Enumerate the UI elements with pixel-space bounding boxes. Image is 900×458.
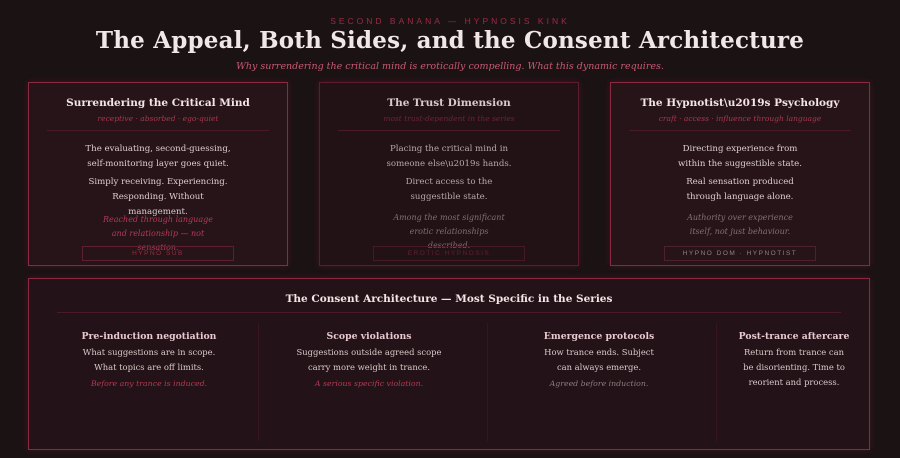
column-body-line: Return from trance can	[744, 347, 844, 357]
card-body	[611, 142, 869, 208]
column-body-line: What suggestions are in scope.	[82, 347, 216, 357]
card-trust	[319, 82, 579, 266]
column-title: Post-trance aftercare	[738, 331, 850, 342]
column-body-line: Suggestions outside agreed scope	[296, 347, 442, 357]
column-divider	[258, 323, 259, 441]
column-divider	[487, 323, 488, 441]
column-note: A serious specific violation.	[314, 379, 424, 388]
card-divider	[338, 130, 560, 131]
card-title: Surrendering the Critical Mind	[66, 97, 250, 109]
column-body	[499, 345, 699, 375]
card-surrendering	[28, 82, 288, 266]
series-kicker: SECOND BANANA — HYPNOSIS KINK	[330, 16, 570, 26]
card-body-text: The evaluating, second-guessing, self-monitoring layer goes quiet.	[85, 144, 231, 169]
card-hypnotist	[610, 82, 870, 266]
column-body-line: How trance ends. Subject	[544, 347, 654, 357]
column-body-line: be disorienting. Time to	[743, 362, 845, 372]
card-body-text: Simply receiving. Experiencing. Responding. Without management.	[88, 177, 228, 217]
hypno-sub-tag[interactable]: HYPNO SUB	[82, 246, 234, 261]
column-divider	[716, 323, 717, 441]
consent-divider	[57, 312, 841, 313]
column-note: Before any trance is induced.	[90, 379, 208, 388]
column-body-line: carry more weight in trance.	[307, 362, 431, 372]
consent-column-negotiation	[49, 323, 249, 441]
consent-column-scope	[269, 323, 469, 441]
consent-column-aftercare	[729, 323, 859, 441]
card-note: Reached through language and relationship — not sensation.	[103, 215, 213, 252]
column-title: Emergence protocols	[543, 331, 655, 342]
card-title: The Hypnotist\u2019s Psychology	[640, 97, 840, 109]
column-body	[269, 345, 469, 375]
page-title: The Appeal, Both Sides, and the Consent Architecture	[95, 27, 805, 54]
column-body-line: reorient and process.	[748, 377, 840, 387]
card-divider	[47, 130, 269, 131]
column-title: Scope violations	[326, 331, 412, 342]
consent-column-emergence	[499, 323, 699, 441]
erotic-hypnosis-tag[interactable]: EROTIC HYPNOSIS	[373, 246, 525, 261]
column-body-line: What topics are off limits.	[94, 362, 204, 372]
column-note: Agreed before induction.	[549, 379, 649, 388]
card-divider	[629, 130, 851, 131]
card-note: Authority over experience itself, not just behaviour.	[687, 213, 793, 236]
card-title: The Trust Dimension	[387, 97, 511, 109]
consent-architecture-panel	[28, 278, 870, 450]
column-body	[49, 345, 249, 375]
card-body	[29, 142, 287, 223]
card-tags: receptive · absorbed · ego-quiet	[97, 114, 219, 123]
consent-title: The Consent Architecture — Most Specific in the Series	[285, 293, 613, 305]
card-body-text: Real sensation produced through language alone.	[686, 177, 794, 202]
card-body-text: Direct access to the suggestible state.	[405, 177, 493, 202]
column-title: Pre-induction negotiation	[81, 331, 217, 342]
card-note: Among the most significant erotic relationships described.	[393, 213, 505, 250]
hypno-dom-tag[interactable]: HYPNO DOM · HYPNOTIST	[664, 246, 816, 261]
card-tags: craft · access · influence through language	[658, 114, 822, 123]
column-body	[729, 345, 859, 390]
column-body-line: can always emerge.	[556, 362, 642, 372]
page-subtitle: Why surrendering the critical mind is erotically compelling. What this dynamic requires.	[236, 61, 664, 72]
card-body-text: Placing the critical mind in someone else\u2019s hands.	[386, 144, 512, 169]
card-body	[320, 142, 578, 208]
card-body-text: Directing experience from within the suggestible state.	[678, 144, 802, 169]
card-tags: most trust-dependent in the series	[383, 114, 515, 123]
